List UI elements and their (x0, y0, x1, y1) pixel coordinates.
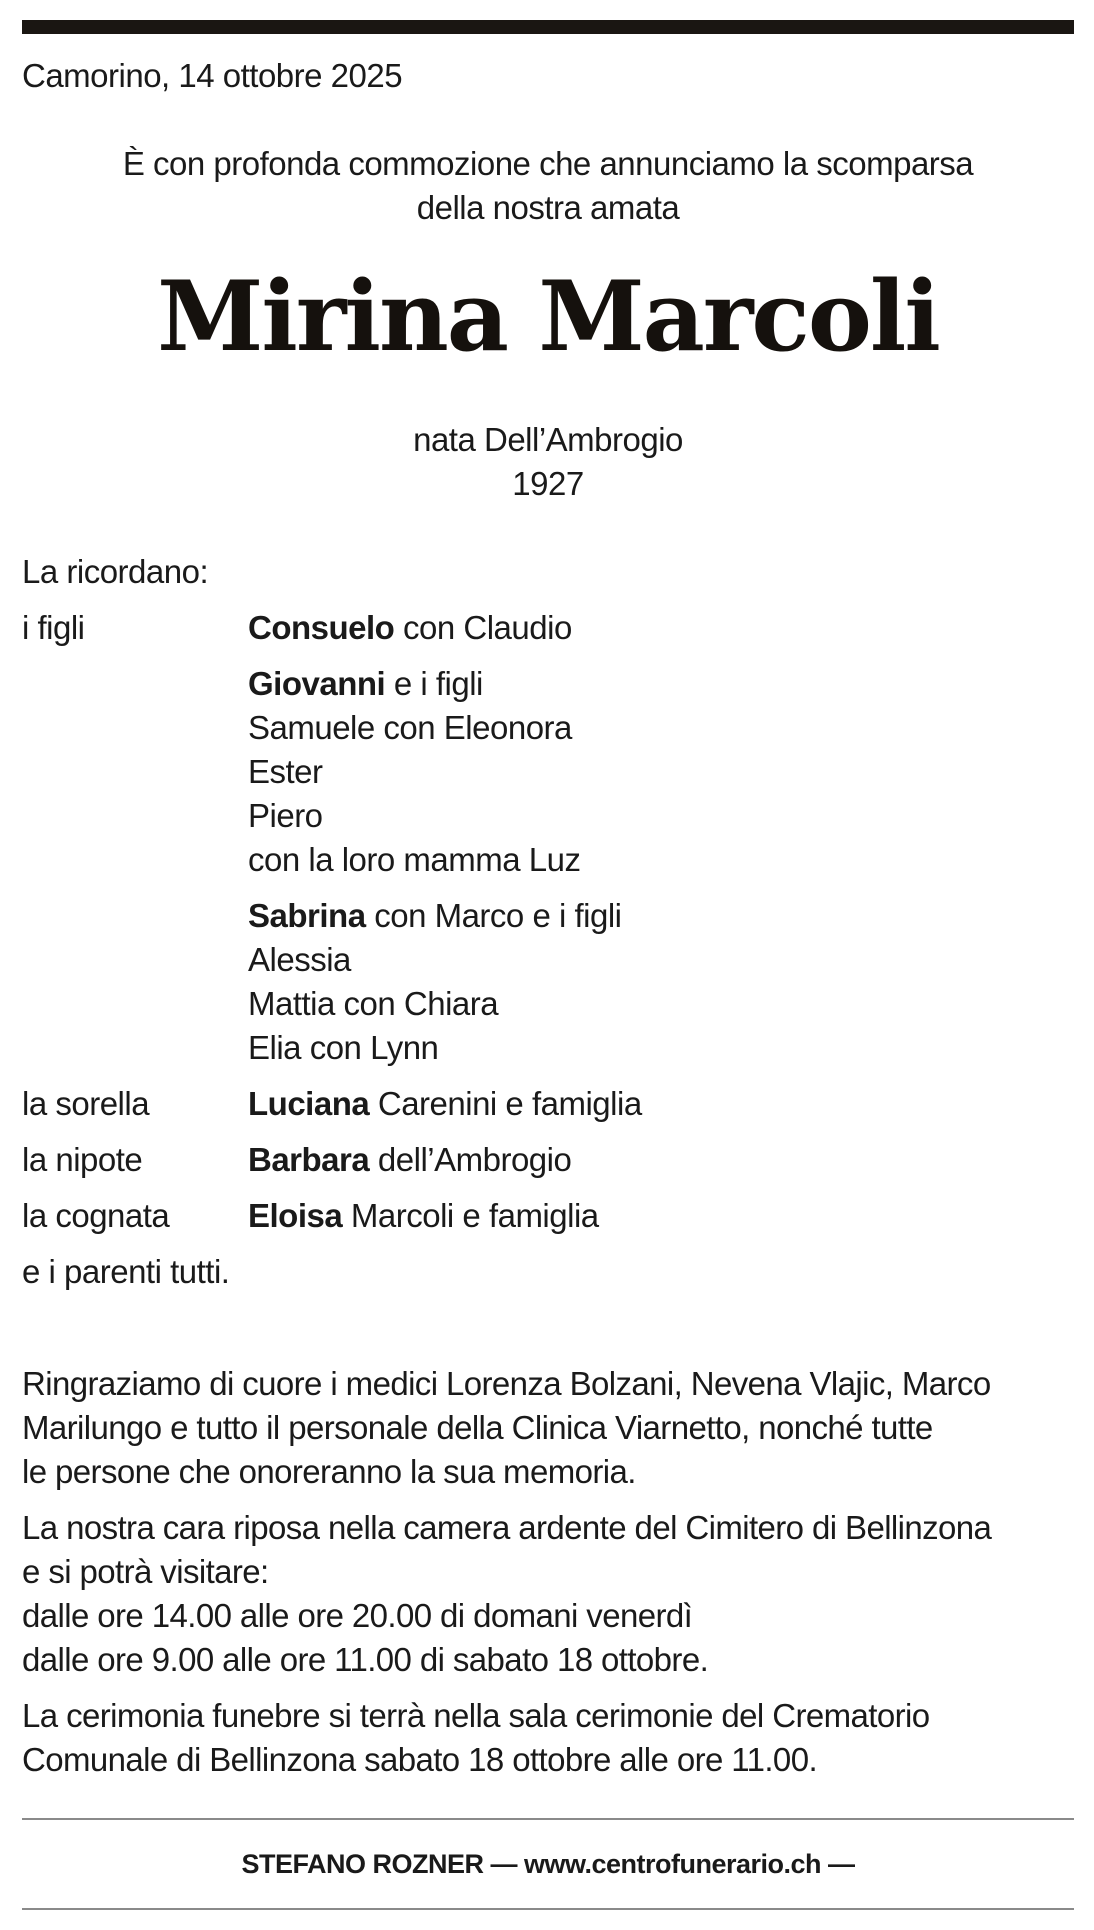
text-line: le persone che onoreranno la sua memoria. (22, 1453, 636, 1490)
notice-body (22, 1362, 1074, 1794)
entry-lead-name: Eloisa (248, 1197, 343, 1234)
entry-rest: e i figli (385, 665, 483, 702)
birth-info (22, 418, 1074, 506)
text-line: Ringraziamo di cuore i medici Lorenza Bolzani, Nevena Vlajic, Marco (22, 1365, 991, 1402)
entry-rest: Marcoli e famiglia (342, 1197, 599, 1234)
announcement-line: È con profonda commozione che annunciamo la scomparsa (122, 145, 974, 182)
place-date: Camorino, 14 ottobre 2025 (22, 57, 403, 94)
entry-line (248, 894, 1074, 938)
entry-lead-name: Sabrina (248, 897, 366, 934)
entry-rest: dell’Ambrogio (369, 1141, 572, 1178)
entry-rest: con Marco e i figli (365, 897, 622, 934)
text-line: e si potrà visitare: (22, 1553, 269, 1590)
mourners-intro: La ricordano: (22, 553, 209, 590)
relation-label: la nipote (22, 1141, 143, 1178)
child-entry (248, 894, 1074, 1070)
announcement-line: della nostra amata (416, 189, 680, 226)
maiden-name: nata Dell’Ambrogio (413, 421, 683, 458)
footer-top-rule (22, 1818, 1074, 1820)
entry-rest: con Claudio (394, 609, 572, 646)
relation-children (22, 606, 1074, 1070)
relation-sister-in-law (22, 1194, 1074, 1238)
entry-line (248, 606, 1074, 650)
niece-entry (248, 1138, 1074, 1182)
grandchild-line: Samuele con Eleonora (248, 709, 572, 746)
thanks-paragraph (22, 1362, 1074, 1494)
grandchild-line: Ester (248, 753, 323, 790)
child-entry (248, 662, 1074, 882)
announcement-text (22, 142, 1074, 230)
text-line: Comunale di Bellinzona sabato 18 ottobre alle ore 11.00. (22, 1741, 818, 1778)
grandchild-line: con la loro mamma Luz (248, 841, 581, 878)
text-line: La cerimonia funebre si terrà nella sala cerimonie del Crematorio (22, 1697, 930, 1734)
top-black-rule (22, 20, 1074, 34)
sister-in-law-entry (248, 1194, 1074, 1238)
entry-lead-name: Luciana (248, 1085, 370, 1122)
grandchild-line: Elia con Lynn (248, 1029, 439, 1066)
deceased-name: Mirina Marcoli (157, 260, 939, 373)
grandchild-line: Mattia con Chiara (248, 985, 499, 1022)
entry-lead-name: Barbara (248, 1141, 370, 1178)
sister-entry (248, 1082, 1074, 1126)
grandchild-line: Alessia (248, 941, 351, 978)
relation-sister (22, 1082, 1074, 1126)
text-line: La nostra cara riposa nella camera ardente del Cimitero di Bellinzona (22, 1509, 992, 1546)
visitation-paragraph (22, 1506, 1074, 1682)
relation-label: la cognata (22, 1197, 170, 1234)
children-entries (248, 606, 1074, 1070)
entry-line (248, 662, 1074, 706)
entry-lead-name: Giovanni (248, 665, 386, 702)
footer-bottom-rule (22, 1908, 1074, 1910)
ceremony-paragraph (22, 1694, 1074, 1782)
relation-label: i figli (22, 609, 85, 646)
funeral-home-footer: STEFANO ROZNER — www.centrofunerario.ch — (241, 1849, 855, 1879)
relatives-closing: e i parenti tutti. (22, 1253, 230, 1290)
mourners-list (22, 550, 1074, 1294)
relation-niece (22, 1138, 1074, 1182)
entry-rest: Carenini e famiglia (369, 1085, 642, 1122)
relation-label: la sorella (22, 1085, 150, 1122)
text-line: dalle ore 9.00 alle ore 11.00 di sabato 18 ottobre. (22, 1641, 709, 1678)
text-line: dalle ore 14.00 alle ore 20.00 di domani venerdì (22, 1597, 693, 1634)
birth-year: 1927 (512, 465, 584, 502)
entry-lead-name: Consuelo (248, 609, 395, 646)
text-line: Marilungo e tutto il personale della Clinica Viarnetto, nonché tutte (22, 1409, 933, 1446)
child-entry (248, 606, 1074, 650)
obituary-notice (22, 0, 1074, 1930)
grandchild-line: Piero (248, 797, 323, 834)
